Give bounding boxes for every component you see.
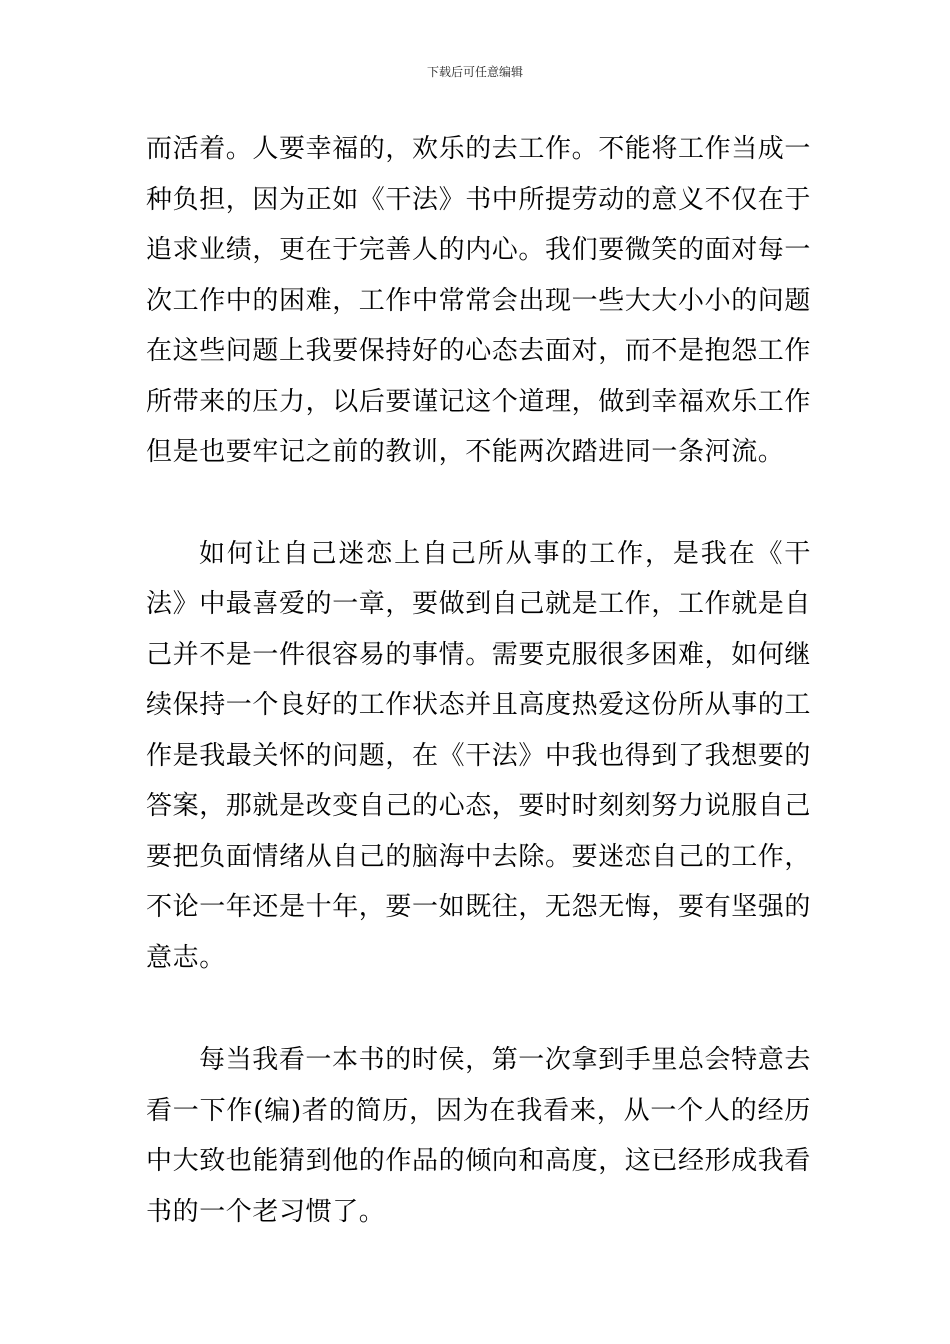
page-header: 下载后可任意编辑 <box>426 65 523 79</box>
paragraph-1: 而活着。人要幸福的，欢乐的去工作。不能将工作当成一种负担，因为正如《干法》书中所提劳动的意义不仅在于追求业绩，更在于完善人的内心。我们要微笑的面对每一次工作中的困难，工作中常常会出现一些大大小小的问题在这些问题上我要保持好的心态去面对，而不是抱怨工作所带来的压力，以后要谨记这个道理，做到幸福欢乐工作但是也要牢记之前的教训，不能两次踏进同一条河流。 <box>146 134 812 467</box>
document-body <box>146 124 811 1237</box>
paragraph-2: 如何让自己迷恋上自己所从事的工作，是我在《干法》中最喜爱的一章，要做到自己就是工作，工作就是自己并不是一件很容易的事情。需要克服很多困难，如何继续保持一个良好的工作状态并且高度热爱这份所从事的工作是我最关怀的问题，在《干法》中我也得到了我想要的答案，那就是改变自己的心态，要时时刻刻努力说服自己要把负面情绪从自己的脑海中去除。要迷恋自己的工作，不论一年还是十年，要一如既往，无怨无悔，要有坚强的意志。 <box>146 538 812 973</box>
paragraph-3: 每当我看一本书的时侯，第一次拿到手里总会特意去看一下作(编)者的简历，因为在我看来，从一个人的经历中大致也能猜到他的作品的倾向和高度，这已经形成我看书的一个老习惯了。 <box>146 1045 812 1227</box>
